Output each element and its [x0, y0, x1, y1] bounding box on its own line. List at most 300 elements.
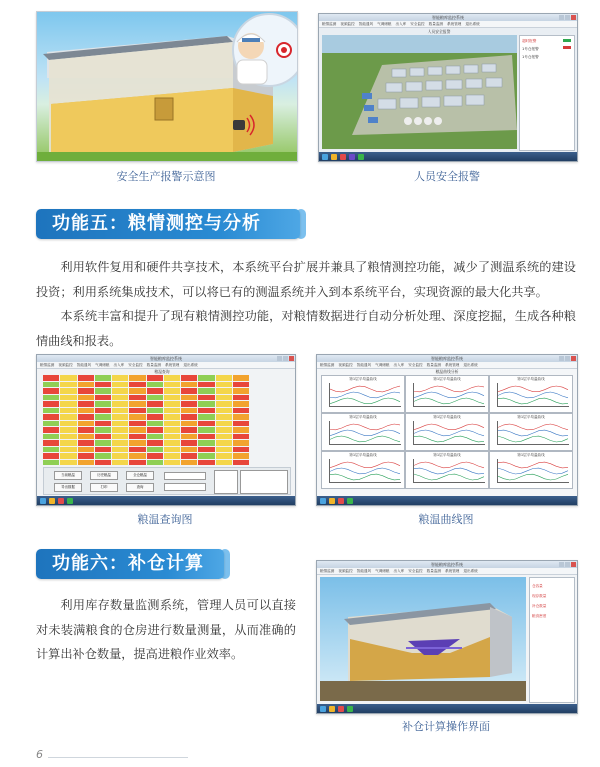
- menu-item[interactable]: 退出系统: [465, 22, 480, 26]
- curve-line: [330, 392, 400, 398]
- temp-cell: [60, 382, 76, 388]
- menu-item[interactable]: 气调储粮: [95, 363, 110, 367]
- curve-plot[interactable]: [321, 413, 405, 451]
- temp-cell: [129, 414, 145, 420]
- temp-cell: [78, 388, 94, 394]
- temp-cell: [60, 421, 76, 427]
- temp-cell: [216, 388, 232, 394]
- section6-paragraph: 利用库存数量监测系统，管理人员可以直接对未装满粮食的仓房进行数量测量，从而准确的计算出补仓数量，提高进粮作业效率。: [36, 598, 296, 661]
- temp-cell: [43, 375, 59, 381]
- temp-cell: [78, 414, 94, 420]
- temp-cell: [233, 375, 249, 381]
- menu-item[interactable]: 系统管理: [445, 569, 460, 573]
- menu-item[interactable]: 数量监测: [146, 363, 162, 367]
- temp-cell: [78, 434, 94, 440]
- window-title: 智能粮库监控系统: [317, 355, 577, 362]
- menu-item[interactable]: 退出系统: [463, 363, 478, 367]
- temp-cell: [216, 453, 232, 459]
- temp-cell: [129, 388, 145, 394]
- temp-cell: [164, 395, 180, 401]
- temp-cell: [78, 408, 94, 414]
- temp-cell: [233, 447, 249, 453]
- temp-cell: [60, 460, 76, 466]
- temp-cell: [198, 460, 214, 466]
- menu-item[interactable]: 气调储粮: [377, 22, 392, 26]
- menu-bar: [37, 362, 295, 369]
- menu-item[interactable]: 视频监控: [338, 363, 353, 367]
- temp-cell: [60, 408, 76, 414]
- plot-title: 第1层平均温曲线: [517, 377, 545, 381]
- menu-bar: [317, 362, 577, 369]
- alarm-legend-panel: [519, 35, 575, 151]
- temp-cell: [233, 382, 249, 388]
- close-icon[interactable]: [289, 356, 294, 361]
- temp-cell: [198, 453, 214, 459]
- close-icon[interactable]: [571, 15, 576, 20]
- temp-cell: [60, 440, 76, 446]
- menu-item[interactable]: 数量监测: [428, 22, 444, 26]
- taskbar: [317, 496, 577, 505]
- temp-cell: [181, 414, 197, 420]
- temp-cell: [164, 421, 180, 427]
- curve-line: [330, 424, 400, 430]
- side-label: 粮食密度: [532, 614, 547, 618]
- refill-side-panel: [529, 577, 575, 703]
- temp-cell: [60, 401, 76, 407]
- temp-cell: [95, 421, 111, 427]
- curve-line: [414, 474, 484, 480]
- curve-line: [330, 386, 400, 392]
- temp-cell: [216, 408, 232, 414]
- curve-line: [414, 462, 484, 468]
- curve-line: [498, 462, 568, 468]
- temp-cell: [181, 375, 197, 381]
- temp-cell: [95, 395, 111, 401]
- temp-cell: [164, 440, 180, 446]
- temp-cell: [129, 395, 145, 401]
- page-number: 6: [36, 748, 43, 761]
- temp-cell: [129, 453, 145, 459]
- menu-item[interactable]: 智能通风: [356, 569, 372, 573]
- temp-query-caption: 粮温查询图: [137, 513, 193, 526]
- section5-paragraph-2: 本系统丰富和提升了现有粮情测控功能，对粮情数据进行自动分析处理、深度挖掘，生成各种粮情曲线和报表。: [36, 309, 576, 348]
- temp-cell: [95, 427, 111, 433]
- menu-item[interactable]: 安全监控: [408, 363, 423, 367]
- temp-cell: [129, 460, 145, 466]
- temp-cell: [216, 447, 232, 453]
- temp-cell: [112, 421, 128, 427]
- temp-cell: [181, 401, 197, 407]
- curve-plot[interactable]: [405, 451, 489, 489]
- temp-cell: [60, 375, 76, 381]
- temp-cell: [147, 421, 163, 427]
- footer-divider: [48, 757, 188, 758]
- curve-plot[interactable]: [321, 375, 405, 413]
- temp-cell: [95, 382, 111, 388]
- temp-cell: [129, 440, 145, 446]
- curve-line: [498, 424, 568, 430]
- temp-cell: [95, 440, 111, 446]
- temp-cell: [43, 460, 59, 466]
- temp-cell: [112, 395, 128, 401]
- temp-cell: [216, 427, 232, 433]
- temp-cell: [78, 421, 94, 427]
- temp-cell: [233, 408, 249, 414]
- temp-cell: [95, 460, 111, 466]
- menu-item[interactable]: 粮情监测: [320, 569, 335, 573]
- temp-cell: [216, 375, 232, 381]
- query-controls: [43, 467, 291, 495]
- temp-cell: [112, 447, 128, 453]
- plot-title: 第1层平均温曲线: [349, 377, 377, 381]
- temp-cell: [112, 388, 128, 394]
- temp-cell: [233, 401, 249, 407]
- plot-title: 第1层平均温曲线: [433, 377, 461, 381]
- full-bin-temp-button[interactable]: 全仓粮温: [126, 471, 154, 480]
- current-temp-button[interactable]: 当前粮温: [54, 471, 82, 480]
- taskbar: [317, 704, 577, 713]
- temp-cell: [60, 395, 76, 401]
- temp-cell: [198, 395, 214, 401]
- temp-cell: [181, 460, 197, 466]
- temp-cell: [164, 382, 180, 388]
- menu-item[interactable]: 出入库: [393, 363, 405, 367]
- temp-cell: [216, 395, 232, 401]
- curve-line: [330, 398, 400, 404]
- menu-item[interactable]: 出入库: [113, 363, 125, 367]
- temp-cell: [78, 401, 94, 407]
- temp-curve-caption: 粮温曲线图: [418, 513, 474, 526]
- aerial-map[interactable]: [322, 35, 517, 149]
- side-label: 仓容量: [532, 584, 543, 588]
- menu-item[interactable]: 数量监测: [426, 363, 442, 367]
- curve-plot[interactable]: [489, 375, 573, 413]
- print-button[interactable]: 打印: [90, 483, 118, 492]
- temp-cell: [129, 382, 145, 388]
- temp-cell: [216, 440, 232, 446]
- plot-title: 第1层平均温曲线: [349, 415, 377, 419]
- temp-cell: [112, 375, 128, 381]
- temp-cell: [216, 401, 232, 407]
- temp-cell: [181, 395, 197, 401]
- temp-cell: [181, 408, 197, 414]
- temp-cell: [43, 440, 59, 446]
- temp-cell: [181, 440, 197, 446]
- curve-line: [414, 386, 484, 392]
- menu-item[interactable]: 退出系统: [463, 569, 478, 573]
- curve-line: [498, 386, 568, 392]
- temp-cell: [129, 447, 145, 453]
- section5-paragraph-1: 利用软件复用和硬件共享技术，本系统平台扩展并兼具了粮情测控功能，减少了测温系统的建设投资；利用系统集成技术，可以将已有的测温系统并入到本系统平台，实现资源的最大化共享。: [36, 260, 576, 299]
- date-input[interactable]: [164, 472, 206, 480]
- temp-cell: [60, 453, 76, 459]
- window-title: 智能粮库监控系统: [317, 561, 577, 568]
- temp-cell: [43, 421, 59, 427]
- temp-cell: [181, 427, 197, 433]
- temp-cell: [164, 414, 180, 420]
- menu-item[interactable]: 智能通风: [358, 22, 374, 26]
- temp-cell: [112, 408, 128, 414]
- menu-item[interactable]: 系统管理: [445, 363, 460, 367]
- curve-line: [414, 392, 484, 398]
- temp-cell: [233, 427, 249, 433]
- taskbar: [37, 496, 295, 505]
- temp-cell: [233, 414, 249, 420]
- temp-cell: [43, 427, 59, 433]
- menu-item[interactable]: 智能通风: [76, 363, 92, 367]
- temp-cell: [78, 427, 94, 433]
- temp-cell: [95, 414, 111, 420]
- temp-cell: [164, 408, 180, 414]
- legend-item[interactable]: 超时报警: [522, 39, 537, 43]
- temp-cell: [43, 447, 59, 453]
- refill-ui-caption: 补仓计算操作界面: [402, 720, 490, 733]
- menu-item[interactable]: 退出系统: [183, 363, 198, 367]
- temp-cell: [198, 375, 214, 381]
- temp-cell: [164, 460, 180, 466]
- bin-list[interactable]: [214, 470, 238, 494]
- temp-cell: [95, 401, 111, 407]
- temp-cell: [129, 421, 145, 427]
- temp-cell: [164, 453, 180, 459]
- temp-cell: [95, 388, 111, 394]
- menu-item[interactable]: 视频监控: [338, 569, 353, 573]
- temp-cell: [43, 388, 59, 394]
- temp-cell: [164, 427, 180, 433]
- window-title: 智能粮库监控系统: [37, 355, 295, 362]
- curve-line: [498, 430, 568, 436]
- temp-cell: [198, 440, 214, 446]
- close-icon[interactable]: [571, 356, 576, 361]
- result-list[interactable]: [240, 470, 288, 494]
- temp-cell: [60, 447, 76, 453]
- temp-cell: [198, 408, 214, 414]
- temp-cell: [147, 453, 163, 459]
- temp-cell: [164, 388, 180, 394]
- temp-cell: [43, 408, 59, 414]
- curve-plot[interactable]: [321, 451, 405, 489]
- section6-heading: 功能六：补仓计算: [36, 549, 224, 579]
- personnel-alarm-screenshot: [318, 13, 578, 162]
- legend-item[interactable]: 1号仓报警: [522, 55, 539, 59]
- temp-cell: [233, 421, 249, 427]
- temp-cell: [181, 388, 197, 394]
- temp-cell: [112, 453, 128, 459]
- plot-title: 第1层平均温曲线: [433, 415, 461, 419]
- menu-item[interactable]: 视频监控: [340, 22, 355, 26]
- temp-cell: [147, 427, 163, 433]
- close-icon[interactable]: [571, 562, 576, 567]
- temp-curve-screenshot: [316, 354, 578, 506]
- temp-cell: [181, 382, 197, 388]
- temp-cell: [198, 421, 214, 427]
- curve-line: [330, 430, 400, 436]
- temp-cell: [233, 440, 249, 446]
- temp-cell: [95, 447, 111, 453]
- menu-item[interactable]: 出入库: [395, 22, 407, 26]
- warehouse-3d-view[interactable]: [320, 577, 526, 701]
- temp-cell: [78, 440, 94, 446]
- plot-title: 第1层平均温曲线: [517, 415, 545, 419]
- temp-cell: [164, 401, 180, 407]
- temp-cell: [216, 421, 232, 427]
- menu-bar: [317, 568, 577, 575]
- curve-line: [498, 474, 568, 480]
- temp-cell: [147, 395, 163, 401]
- temp-cell: [43, 434, 59, 440]
- menu-item[interactable]: 安全监控: [408, 569, 423, 573]
- temp-cell: [78, 375, 94, 381]
- temp-cell: [164, 434, 180, 440]
- temp-cell: [129, 375, 145, 381]
- temp-cell: [216, 414, 232, 420]
- temp-cell: [181, 447, 197, 453]
- curve-plot[interactable]: [405, 375, 489, 413]
- date-input[interactable]: [164, 483, 206, 491]
- temp-cell: [129, 434, 145, 440]
- temp-cell: [95, 453, 111, 459]
- temp-cell: [60, 388, 76, 394]
- menu-item[interactable]: 粮情监测: [40, 363, 55, 367]
- menu-item[interactable]: 粮情监测: [320, 363, 335, 367]
- temp-cell: [198, 447, 214, 453]
- menu-item[interactable]: 气调储粮: [375, 569, 390, 573]
- temp-cell: [78, 447, 94, 453]
- legend-item[interactable]: 1号仓报警: [522, 47, 539, 51]
- temp-cell: [147, 440, 163, 446]
- menu-item[interactable]: 出入库: [393, 569, 405, 573]
- curve-line: [414, 468, 484, 474]
- history-temp-button[interactable]: 历史粮温: [90, 471, 118, 480]
- curve-line: [330, 462, 400, 468]
- temp-cell: [95, 375, 111, 381]
- temp-cell: [147, 414, 163, 420]
- temp-cell: [147, 382, 163, 388]
- temp-cell: [147, 401, 163, 407]
- temp-cell: [147, 460, 163, 466]
- menu-item[interactable]: 系统管理: [447, 22, 462, 26]
- temp-cell: [147, 434, 163, 440]
- plot-title: 第1层平均温曲线: [349, 453, 377, 457]
- menu-item[interactable]: 安全监控: [128, 363, 143, 367]
- temp-cell: [43, 401, 59, 407]
- temp-cell: [233, 434, 249, 440]
- panel-title: 人员安全报警: [427, 29, 451, 34]
- temp-cell: [60, 434, 76, 440]
- panel-title: 粮温曲线分析: [435, 369, 459, 374]
- temp-cell: [198, 414, 214, 420]
- curve-line: [414, 398, 484, 404]
- temp-cell: [112, 401, 128, 407]
- temp-cell: [60, 427, 76, 433]
- temperature-grid[interactable]: [43, 375, 249, 465]
- menu-item[interactable]: 粮情监测: [322, 22, 337, 26]
- export-button[interactable]: 导出数据: [54, 483, 82, 492]
- temp-cell: [147, 408, 163, 414]
- menu-item[interactable]: 数量监测: [426, 569, 442, 573]
- temp-cell: [129, 401, 145, 407]
- personnel-alarm-caption: 人员安全报警: [414, 170, 480, 183]
- temp-cell: [78, 382, 94, 388]
- menu-item[interactable]: 气调储粮: [375, 363, 390, 367]
- menu-item[interactable]: 视频监控: [58, 363, 73, 367]
- temp-cell: [112, 440, 128, 446]
- temp-cell: [129, 427, 145, 433]
- temp-cell: [43, 414, 59, 420]
- temp-cell: [147, 388, 163, 394]
- menu-item[interactable]: 智能通风: [356, 363, 372, 367]
- curve-line: [414, 430, 484, 436]
- curve-plot[interactable]: [405, 413, 489, 451]
- temp-cell: [95, 408, 111, 414]
- alarm-diagram-image: [36, 11, 298, 162]
- menu-item[interactable]: 系统管理: [165, 363, 180, 367]
- side-label: 现存数量: [532, 594, 547, 598]
- plot-title: 第1层平均温曲线: [517, 453, 545, 457]
- temp-cell: [112, 434, 128, 440]
- temp-cell: [216, 434, 232, 440]
- temp-cell: [147, 375, 163, 381]
- menu-item[interactable]: 安全监控: [410, 22, 425, 26]
- temp-cell: [164, 375, 180, 381]
- refill-ui-screenshot: [316, 560, 578, 714]
- temp-cell: [78, 460, 94, 466]
- query-button[interactable]: 查询: [126, 483, 154, 492]
- curve-line: [498, 436, 568, 442]
- panel-title: 粮温查询: [154, 369, 170, 374]
- temp-cell: [198, 382, 214, 388]
- section5-heading: 功能五：粮情测控与分析: [36, 209, 300, 239]
- temp-cell: [147, 447, 163, 453]
- temp-cell: [233, 388, 249, 394]
- temp-cell: [198, 388, 214, 394]
- window-title: 智能粮库监控系统: [319, 14, 577, 21]
- temp-cell: [216, 382, 232, 388]
- temp-cell: [181, 453, 197, 459]
- curve-plot[interactable]: [489, 451, 573, 489]
- temp-cell: [95, 434, 111, 440]
- temp-cell: [112, 414, 128, 420]
- temp-cell: [233, 453, 249, 459]
- curve-line: [414, 424, 484, 430]
- temp-query-screenshot: [36, 354, 296, 506]
- temp-cell: [216, 460, 232, 466]
- temp-cell: [181, 434, 197, 440]
- temp-cell: [198, 434, 214, 440]
- curve-line: [414, 436, 484, 442]
- curve-line: [498, 468, 568, 474]
- temp-cell: [78, 395, 94, 401]
- temp-cell: [164, 447, 180, 453]
- temp-cell: [60, 414, 76, 420]
- temp-cell: [43, 453, 59, 459]
- menu-bar: [319, 21, 577, 28]
- temp-cell: [78, 453, 94, 459]
- curve-line: [330, 474, 400, 480]
- curve-plot[interactable]: [489, 413, 573, 451]
- temp-cell: [112, 382, 128, 388]
- temp-cell: [233, 395, 249, 401]
- curve-line: [498, 392, 568, 398]
- temp-cell: [43, 382, 59, 388]
- temp-cell: [198, 427, 214, 433]
- temp-cell: [198, 401, 214, 407]
- temp-cell: [129, 408, 145, 414]
- curve-line: [330, 436, 400, 442]
- curve-line: [498, 398, 568, 404]
- temp-cell: [112, 427, 128, 433]
- side-label: 补仓数量: [532, 604, 547, 608]
